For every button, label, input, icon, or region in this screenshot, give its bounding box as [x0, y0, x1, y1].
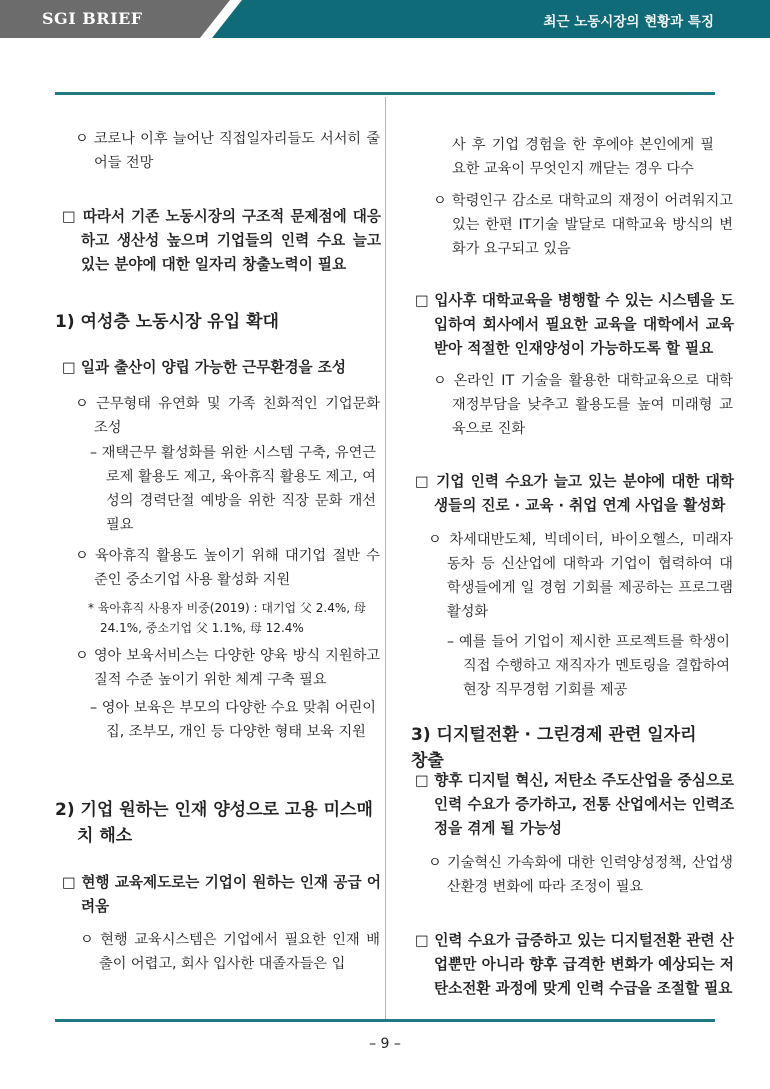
right-square-3: □ 향후 디지털 혁신, 저탄소 주도산업을 중심으로 인력 수요가 증가하고, 전통 산업에서는 인력조정을 겪게 될 가능성 — [415, 772, 734, 837]
left-square-3: □ 현행 교육제도로는 기업이 원하는 인재 공급 어려움 — [62, 874, 381, 915]
left-dash-1: – 재택근무 활성화를 위한 시스템 구축, 유연근로제 활용도 제고, 육아휴직 활용도 제고, 여성의 경력단절 예방을 위한 직장 문화 개선 필요 — [90, 445, 376, 533]
right-bullet-4: ㅇ 기술혁신 가속화에 대한 인력양성정책, 산업생산환경 변화에 따라 조정이 필요 — [428, 855, 733, 895]
right-bullet-2: ㅇ 온라인 IT 기술을 활용한 대학교육으로 대학 재정부담을 낮추고 활용도를 높여 미래형 교육으로 진화 — [433, 373, 733, 437]
left-bullet-3: ㅇ 육아휴직 활용도 높이기 위해 대기업 절반 수준인 중소기업 사용 활성화 지원 — [75, 548, 380, 588]
right-bullet-3: ㅇ 차세대반도체, 빅데이터, 바이오헬스, 미래자동차 등 신산업에 대학과 기업이 협력하여 대학생들에게 일 경험 기회를 제공하는 프로그램 활성화 — [428, 532, 733, 620]
report-title: 최근 노동시장의 현황과 특징 — [543, 14, 714, 30]
right-square-1: □ 입사후 대학교육을 병행할 수 있는 시스템을 도입하여 회사에서 필요한 교육을 대학에서 교육받아 적절한 인재양성이 가능하도록 할 필요 — [415, 292, 734, 357]
page-number: – 9 – — [369, 1036, 401, 1052]
left-bullet-2: ㅇ 근무형태 유연화 및 가족 친화적인 기업문화 조성 — [75, 396, 380, 436]
right-bullet-1: ㅇ 학령인구 감소로 대학교의 재정이 어려워지고 있는 한편 IT기술 발달로 대학교육 방식의 변화가 요구되고 있음 — [433, 193, 733, 257]
page-header — [0, 0, 770, 38]
section-heading-2: 2) 기업 원하는 인재 양성으로 고용 미스매치 해소 — [55, 800, 373, 846]
left-square-1: □ 따라서 기존 노동시장의 구조적 문제점에 대응하고 생산성 높으며 기업들의 인력 수요 늘고 있는 분야에 대한 일자리 창출노력이 필요 — [62, 208, 381, 273]
right-dash-1: – 예를 들어 기업이 제시한 프로젝트를 학생이 직접 수행하고 재직자가 멘토링을 결합하여 현장 직무경험 기회를 제공 — [447, 634, 730, 698]
left-bullet-4: ㅇ 영아 보육서비스는 다양한 양육 방식 지원하고 질적 수준 높이기 위한 체계 구축 필요 — [75, 648, 380, 688]
column-divider — [385, 97, 386, 1021]
left-bullet-5: ㅇ 현행 교육시스템은 기업에서 필요한 인재 배출이 어렵고, 회사 입사한 대졸자들은 입 — [80, 932, 380, 972]
left-footnote: * 육아휴직 사용자 비중(2019) : 대기업 父 2.4%, 母 24.1%, 중소기업 父 1.1%, 母 12.4% — [88, 601, 366, 635]
section-heading-1: 1) 여성층 노동시장 유입 확대 — [55, 312, 279, 332]
brand-title: SGI BRIEF — [42, 9, 143, 28]
left-dash-2: – 영아 보육은 부모의 다양한 수요 맞춰 어린이집, 조부모, 개인 등 다양한 형태 보육 지원 — [90, 700, 376, 740]
left-square-2: □ 일과 출산이 양립 가능한 근무환경을 조성 — [62, 359, 346, 376]
section-heading-3: 3) 디지털전환 · 그린경제 관련 일자리 창출 — [411, 725, 697, 771]
left-bullet-1: ㅇ 코로나 이후 늘어난 직접일자리들도 서서히 줄어들 전망 — [75, 131, 380, 171]
top-rule — [55, 92, 715, 95]
right-continuation: 사 후 기업 경험을 한 후에야 본인에게 필요한 교육이 무엇인지 깨닫는 경우 다수 — [452, 137, 714, 177]
bottom-rule — [55, 1019, 715, 1022]
right-square-4: □ 인력 수요가 급증하고 있는 디지털전환 관련 산업뿐만 아니라 향후 급격한 변화가 예상되는 저탄소전환 과정에 맞게 인력 수급을 조절할 필요 — [415, 932, 734, 997]
right-square-2: □ 기업 인력 수요가 늘고 있는 분야에 대한 대학생들의 진로 · 교육 · 취업 연계 사업을 활성화 — [415, 473, 734, 514]
